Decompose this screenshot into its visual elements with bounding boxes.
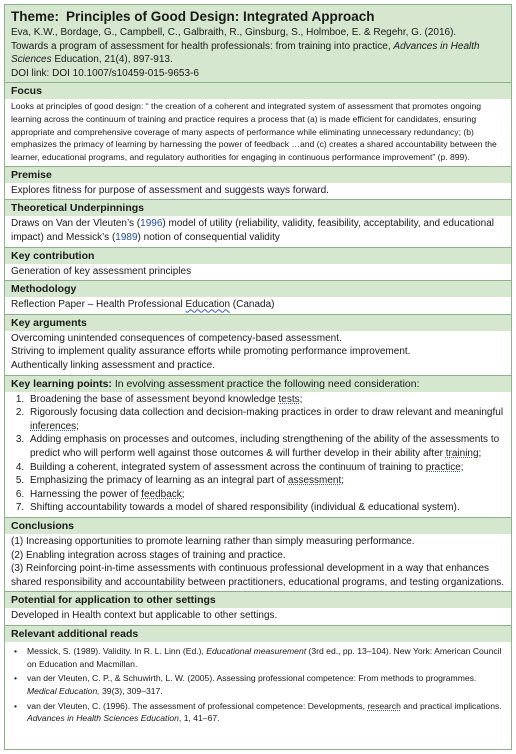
list-item — [27, 488, 505, 502]
conclusion-line: (3) Reinforcing point-in-time assessments with continuous professional development in a way that enhances shared responsibility and accountability between practitioners, educational programs, and testing organizations. — [11, 563, 505, 588]
focus-text: Looks at principles of good design: “ the creation of a coherent and integrated system of assessment that promotes ongoing learning across the continuum of training and practice requires a process that (a) is made efficient for candidates, ensuring appropriate and comprehensive coverage of many aspects of performance while eliminating unnecessary redundancy; (b) emphasizes the primacy of learning by harnessing the power of feedback …and (c) creates a shared accountability between the learner, educational programs, and regulatory authorities for engaging in continuous performance improvement” (p. 899). — [11, 101, 497, 163]
read-text: and practical implications. — [400, 700, 502, 711]
citation-year-link[interactable]: 1989 — [115, 232, 138, 244]
read-italic: Advances in Health Sciences Education — [27, 713, 179, 724]
theory-part-2: ) model of utility (reliability, validity, feasibility, acceptability, and educational impact) and Messick’s ( — [11, 218, 495, 244]
list-item — [27, 433, 505, 460]
theme-block — [5, 5, 511, 82]
application-text: Developed in Health context but applicable to other settings. — [11, 610, 278, 622]
section-heading-arguments: Key arguments — [5, 314, 511, 331]
read-underlined: research — [367, 700, 401, 711]
learning-point-term: training; — [445, 448, 482, 460]
learning-point-text: Shifting accountability towards a model of shared responsibility (individual & educational system). — [30, 502, 460, 514]
reads-list — [11, 645, 505, 725]
premise-text: Explores fitness for purpose of assessment and suggests ways forward. — [11, 184, 329, 196]
read-text: (3rd ed., pp. 13–104). New York: American Council on Education and Macmillan. — [27, 645, 502, 669]
theme-title: Principles of Good Design: Integrated Approach — [66, 9, 375, 24]
section-heading-theory: Theoretical Underpinnings — [5, 199, 511, 216]
section-body-contribution — [5, 264, 511, 281]
read-text: , 1, 41–67. — [178, 713, 220, 724]
read-text: Messick, S. (1989). Validity. In R. L. Linn (Ed.), — [27, 645, 207, 656]
section-heading-application: Potential for application to other settings — [5, 591, 511, 608]
theory-part-3: ) notion of consequential validity — [137, 232, 280, 244]
read-text: 39(3), 309–317. — [99, 686, 163, 697]
section-body-focus — [5, 99, 511, 166]
methodology-post: (Canada) — [230, 299, 275, 311]
theme-label: Theme: — [11, 9, 60, 24]
section-heading-reads: Relevant additional reads — [5, 625, 511, 642]
section-body-conclusions — [5, 534, 511, 591]
section-body-application — [5, 608, 511, 625]
argument-line: Overcoming unintended consequences of competency-based assessment. — [11, 332, 342, 344]
learning-point-term: assessment; — [287, 475, 345, 487]
section-heading-focus: Focus — [5, 82, 511, 99]
list-item — [27, 406, 505, 433]
citation — [11, 26, 505, 80]
doi-link: DOI link: DOI 10.1007/s10459-015-9653-6 — [11, 67, 199, 79]
contribution-text: Generation of key assessment principles — [11, 265, 192, 277]
learning-heading-rest: In evolving assessment practice the following need consideration: — [111, 377, 420, 390]
section-body-arguments — [5, 331, 511, 375]
conclusion-line: (2) Enabling integration across stages of training and practice. — [11, 549, 286, 561]
list-item — [14, 700, 505, 725]
section-heading-conclusions: Conclusions — [5, 517, 511, 534]
methodology-text — [11, 298, 505, 312]
summary-card — [4, 4, 512, 750]
section-heading-contribution: Key contribution — [5, 247, 511, 264]
citation-year-link[interactable]: 1996 — [140, 218, 163, 230]
section-heading-learning — [5, 375, 511, 392]
read-italic: Educational measurement — [206, 645, 307, 656]
citation-journal: Advances in Health Sciences — [11, 40, 480, 66]
read-text: van der Vleuten, C. (1996). The assessment of professional competence: Developments, — [27, 700, 368, 711]
section-body-theory — [5, 216, 511, 246]
argument-line: Striving to implement quality assurance efforts while promoting performance improvement. — [11, 346, 411, 358]
page-title — [11, 8, 505, 25]
section-body-methodology — [5, 297, 511, 314]
bullet-icon: • — [14, 645, 18, 656]
section-heading-premise: Premise — [5, 166, 511, 183]
bullet-icon: • — [14, 673, 18, 684]
section-heading-methodology: Methodology — [5, 280, 511, 297]
list-item — [27, 461, 505, 475]
citation-title-line — [11, 40, 505, 67]
learning-point-term: feedback; — [141, 488, 185, 500]
list-item — [14, 672, 505, 697]
learning-point-text: Emphasizing the primacy of learning as an integral part of — [30, 475, 288, 487]
learning-point-text: Rigorously focusing data collection and decision-making practices in order to draw relevant and meaningful — [30, 407, 504, 419]
list-item — [27, 501, 505, 515]
list-item — [14, 645, 505, 670]
theory-text — [11, 217, 505, 244]
list-item — [27, 393, 505, 407]
citation-authors: Eva, K.W., Bordage, G., Campbell, C., Galbraith, R., Ginsburg, S., Holmboe, E. & Regehr, G. (2016). — [11, 27, 457, 38]
learning-points-list — [11, 393, 505, 515]
learning-point-text: Adding emphasis on processes and outcomes, including strengthening of the ability of the assessments to predict who will perform well against those outcomes & will further develop in their ability after — [30, 434, 500, 460]
learning-heading-label: Key learning points: — [11, 377, 112, 390]
read-text: van der Vleuten, C. P., & Schuwirth, L. W. (2005). Assessing professional competence: From methods to programmes. — [27, 673, 477, 684]
read-italic: Medical Education, — [27, 686, 100, 697]
learning-point-term: practice; — [425, 461, 464, 473]
section-body-reads — [5, 642, 511, 729]
learning-point-term: tests; — [278, 393, 303, 405]
learning-point-text: Broadening the base of assessment beyond knowledge — [30, 393, 279, 405]
bullet-icon: • — [14, 700, 18, 711]
learning-point-text: Building a coherent, integrated system of assessment across the continuum of training to — [30, 461, 426, 473]
citation-title: Towards a program of assessment for health professionals: from training into practice, — [11, 40, 394, 52]
theory-part-1: Draws on Van der Vleuten’s ( — [11, 218, 141, 230]
learning-point-term: inferences; — [30, 420, 79, 432]
learning-point-text: Harnessing the power of — [30, 488, 142, 500]
section-body-premise — [5, 183, 511, 200]
conclusion-line: (1) Increasing opportunities to promote learning rather than simply measuring performance. — [11, 535, 415, 547]
citation-tail: Education, 21(4), 897-913. — [51, 54, 173, 66]
argument-line: Authentically linking assessment and practice. — [11, 360, 215, 372]
methodology-pre: Reflection Paper – Health Professional — [11, 299, 186, 311]
methodology-word: Education — [185, 299, 231, 311]
section-body-learning — [5, 392, 511, 517]
list-item — [27, 474, 505, 488]
